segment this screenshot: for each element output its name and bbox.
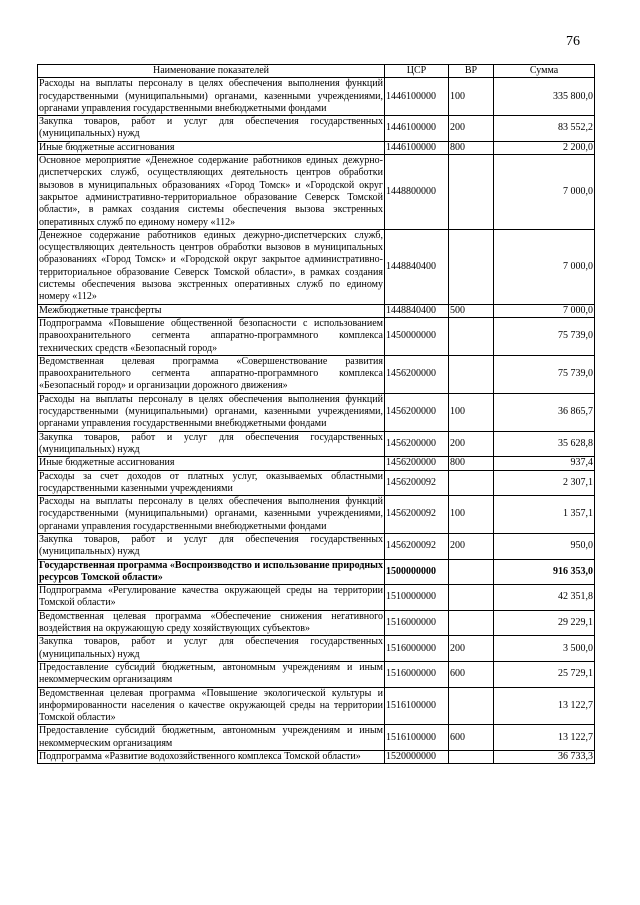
row-name: Подпрограмма «Регулирование качества окружающей среды на территории Томской области» [39, 585, 383, 609]
row-vr: 100 [449, 78, 494, 116]
row-sum: 2 307,1 [494, 470, 595, 496]
table-row [38, 78, 595, 116]
row-name: Ведомственная целевая программа «Совершенствование развития правоохранительного сегмента аппаратно-программного комплекса «Безопасный город» и организации дорожного движения» [39, 355, 383, 392]
table-row [38, 304, 595, 317]
row-sum: 7 000,0 [494, 304, 595, 317]
table-row [38, 470, 595, 496]
row-sum: 916 353,0 [494, 559, 595, 585]
row-csr: 1446100000 [385, 116, 449, 142]
row-vr: 100 [449, 496, 494, 534]
row-name: Иные бюджетные ассигнования [38, 141, 385, 154]
table-row [38, 533, 595, 559]
table-row [38, 229, 595, 304]
table-row [38, 661, 595, 687]
row-sum: 937,4 [494, 457, 595, 470]
row-sum: 3 500,0 [494, 636, 595, 662]
row-vr: 200 [449, 533, 494, 559]
row-vr: 100 [449, 393, 494, 431]
row-vr [449, 559, 494, 585]
table-row [38, 610, 595, 636]
row-sum: 75 739,0 [494, 355, 595, 393]
row-vr: 200 [449, 431, 494, 457]
table-row [38, 355, 595, 393]
row-sum: 25 729,1 [494, 661, 595, 687]
table-row [38, 725, 595, 751]
row-name: Расходы за счет доходов от платных услуг, оказываемых областными государственными казенными учреждениями [39, 470, 383, 494]
row-csr: 1516000000 [385, 661, 449, 687]
row-csr: 1520000000 [385, 751, 449, 764]
row-csr: 1516100000 [385, 687, 449, 725]
row-vr [449, 751, 494, 764]
row-name: Закупка товаров, работ и услуг для обеспечения государственных (муниципальных) нужд [39, 116, 383, 140]
page-number: 76 [566, 34, 580, 49]
row-sum: 950,0 [494, 533, 595, 559]
row-csr: 1448840400 [385, 229, 449, 304]
table-row [38, 457, 595, 470]
header-csr: ЦСР [385, 65, 449, 78]
row-name: Межбюджетные трансферты [38, 304, 385, 317]
table-row [38, 687, 595, 725]
row-vr: 200 [449, 636, 494, 662]
table-row [38, 317, 595, 355]
table-row [38, 751, 595, 764]
row-sum: 29 229,1 [494, 610, 595, 636]
row-csr: 1456200000 [385, 393, 449, 431]
row-vr [449, 355, 494, 393]
row-sum: 13 122,7 [494, 687, 595, 725]
row-sum: 75 739,0 [494, 317, 595, 355]
table-row [38, 559, 595, 585]
row-sum: 335 800,0 [494, 78, 595, 116]
header-name: Наименование показателей [38, 65, 385, 78]
row-vr: 500 [449, 304, 494, 317]
row-vr: 600 [449, 661, 494, 687]
row-vr [449, 687, 494, 725]
row-name: Государственная программа «Воспроизводство и использование природных ресурсов Томской области» [39, 559, 383, 583]
row-name: Расходы на выплаты персоналу в целях обеспечения выполнения функций государственными (муниципальными) органами, казенными учреждениями, органами управления государственными внебюджетными фондами [39, 496, 383, 532]
row-name: Денежное содержание работников единых дежурно-диспетчерских служб, осуществляющих деятельность центров обработки вызовов в муниципальных образованиях «Город Томск» и «Городской округ закрытое административно-территориальное образование Северск Томской области», в рамках создания системы обеспечения вызова экстренных оперативных служб по единому номеру «112» [39, 229, 383, 303]
row-name: Расходы на выплаты персоналу в целях обеспечения выполнения функций государственными (муниципальными) органами, казенными учреждениями, органами управления государственными внебюджетными фондами [39, 78, 383, 114]
row-csr: 1500000000 [385, 559, 449, 585]
row-vr [449, 229, 494, 304]
row-csr: 1456200000 [385, 355, 449, 393]
table-row [38, 155, 595, 230]
row-sum: 13 122,7 [494, 725, 595, 751]
row-csr: 1446100000 [385, 141, 449, 154]
row-vr: 600 [449, 725, 494, 751]
row-vr [449, 470, 494, 496]
table-row [38, 116, 595, 142]
row-csr: 1456200000 [385, 457, 449, 470]
row-name: Иные бюджетные ассигнования [38, 457, 385, 470]
row-vr: 800 [449, 141, 494, 154]
header-sum: Сумма [494, 65, 595, 78]
row-name: Предоставление субсидий бюджетным, автономным учреждениям и иным некоммерческим организациям [39, 725, 383, 749]
row-sum: 7 000,0 [494, 229, 595, 304]
row-csr: 1516000000 [385, 610, 449, 636]
table-row [38, 393, 595, 431]
table-row [38, 585, 595, 611]
row-vr [449, 317, 494, 355]
table-row [38, 141, 595, 154]
row-csr: 1456200092 [385, 496, 449, 534]
header-vr: ВР [449, 65, 494, 78]
row-csr: 1456200092 [385, 470, 449, 496]
row-sum: 42 351,8 [494, 585, 595, 611]
row-csr: 1448840400 [385, 304, 449, 317]
row-csr: 1448800000 [385, 155, 449, 230]
row-vr [449, 155, 494, 230]
row-csr: 1456200000 [385, 431, 449, 457]
row-name: Ведомственная целевая программа «Обеспечение снижения негативного воздействия на окружающую среду хозяйствующих субъектов» [39, 610, 383, 635]
table-row [38, 431, 595, 457]
row-csr: 1516100000 [385, 725, 449, 751]
row-name: Ведомственная целевая программа «Повышение экологической культуры и информированности населения о качестве окружающей среды на территории Томской области» [39, 687, 383, 724]
row-vr [449, 585, 494, 611]
row-csr: 1456200092 [385, 533, 449, 559]
row-name: Закупка товаров, работ и услуг для обеспечения государственных (муниципальных) нужд [39, 533, 383, 558]
row-vr: 200 [449, 116, 494, 142]
budget-table [37, 64, 595, 764]
row-csr: 1516000000 [385, 636, 449, 662]
row-sum: 83 552,2 [494, 116, 595, 142]
row-sum: 36 733,3 [494, 751, 595, 764]
row-sum: 7 000,0 [494, 155, 595, 230]
row-name: Подпрограмма «Повышение общественной безопасности с использованием правоохранительного сегмента аппаратно-программного комплекса технических средств «Безопасный город» [39, 317, 383, 354]
row-sum: 2 200,0 [494, 141, 595, 154]
row-name: Закупка товаров, работ и услуг для обеспечения государственных (муниципальных) нужд [39, 431, 383, 455]
table-row [38, 496, 595, 534]
row-name: Расходы на выплаты персоналу в целях обеспечения выполнения функций государственными (муниципальными) органами, казенными учреждениями, органами управления государственными внебюджетными фондами [39, 393, 383, 430]
table-header-row [38, 65, 595, 78]
row-name: Предоставление субсидий бюджетным, автономным учреждениям и иным некоммерческим организациям [39, 661, 383, 686]
row-vr [449, 610, 494, 636]
row-csr: 1446100000 [385, 78, 449, 116]
row-name: Подпрограмма «Развитие водохозяйственного комплекса Томской области» [38, 751, 385, 764]
row-name: Основное мероприятие «Денежное содержание работников единых дежурно-диспетчерских служб, осуществляющих деятельность центров обработки вызовов в муниципальных образованиях «Город Томск» и «Городской округ закрытое административно-территориальное образование Северск Томской области», в рамках создания системы обеспечения вызова экстренных оперативных служб по единому номеру «112» [39, 155, 383, 228]
row-vr: 800 [449, 457, 494, 470]
row-csr: 1510000000 [385, 585, 449, 611]
table-row [38, 636, 595, 662]
row-name: Закупка товаров, работ и услуг для обеспечения государственных (муниципальных) нужд [39, 636, 383, 660]
row-csr: 1450000000 [385, 317, 449, 355]
row-sum: 36 865,7 [494, 393, 595, 431]
row-sum: 35 628,8 [494, 431, 595, 457]
row-sum: 1 357,1 [494, 496, 595, 534]
